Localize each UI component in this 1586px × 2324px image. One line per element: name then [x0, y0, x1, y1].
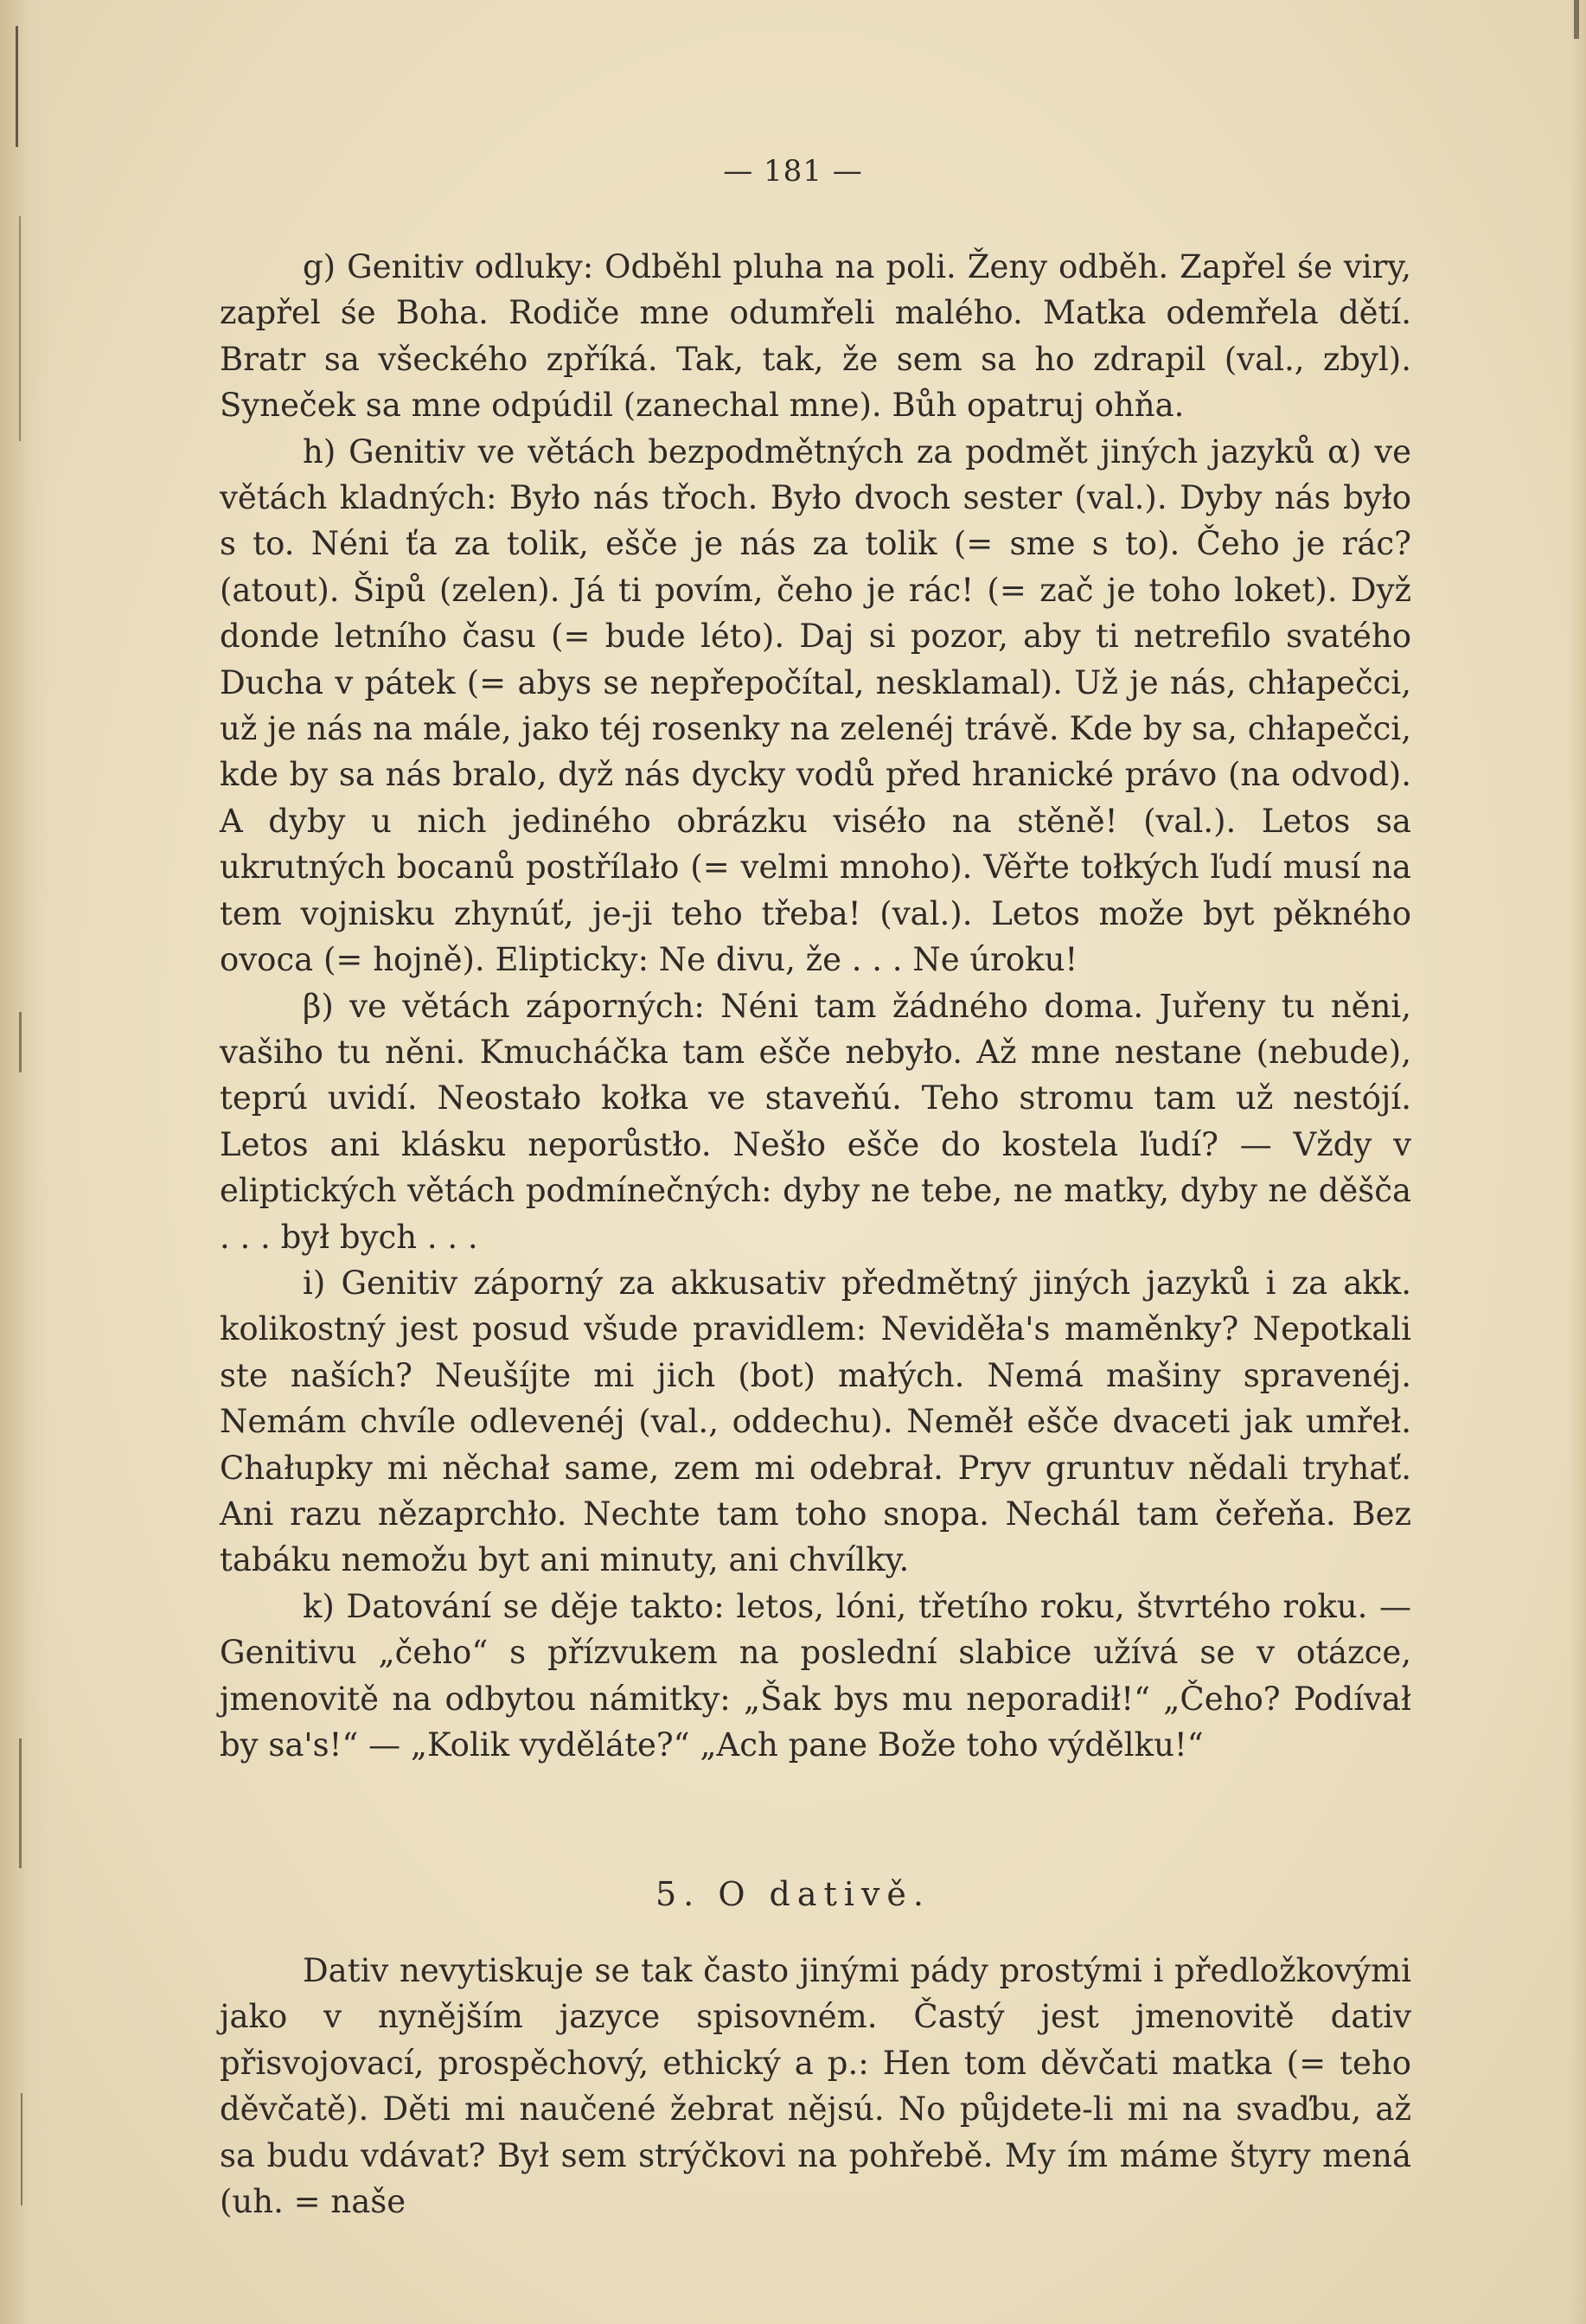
binding-mark [19, 1012, 22, 1072]
paragraph-genitive-negative: i) Genitiv záporný za akkusativ předmětný jiných jazyků i za akk. kolikostný jest posud všude pravidlem: Neviděła's maměnky? Nepotkali ste naších? Neušíjte mi jich (bot) małých. Nemá mašiny spravenéj. Nemám chvíle odlevenéj (val., oddechu). Neměł ešče dvaceti jak umřeł. Chałupky mi něchał same, zem mi odebrał. Pryv gruntuv nědali tryhať. Ani razu nězaprchło. Nechte tam toho snopa. Nechál tam čeřeňa. Bez tabáku nemožu byt ani minuty, ani chvílky. [220, 1264, 1411, 1579]
page-edge [1569, 0, 1586, 2324]
binding-mark [16, 26, 18, 147]
binding-mark [19, 1738, 22, 1868]
page-number: — 181 — [723, 154, 863, 189]
paragraph-dative: Dativ nevytiskuje se tak často jinými pády prostými i předložkovými jako v nynějším jazyce spisovném. Častý jest jmenovitě dativ přisvojovací, prospěchový, ethický a p.: Hen tom děvčati matka (= teho děvčatě). Děti mi naučené žebrat nějsú. No půjdete-li mi na svaďbu, až sa budu vdávat? Był sem strýčkovi na pohřebě. My ím máme štyry mená (uh. = naše [220, 1952, 1411, 2221]
paragraph-genitive-separation: g) Genitiv odluky: Odběhl pluha na poli. Ženy odběh. Zapřel śe viry, zapřel śe Boha. Rodiče mne odumřeli malého. Matka odemřela dětí. Bratr sa všeckého zpříká. Tak, tak, že sem sa ho zdrapil (val., zbyl). Syneček sa mne odpúdil (zanechal mne). Bůh opatruj ohňa. [220, 248, 1411, 425]
section-heading: 5. O dativě. [655, 1875, 930, 1913]
paragraph-negative-clauses: β) ve větách záporných: Néni tam žádného doma. Juřeny tu něni, vašiho tu něni. Kmucháčka tam ešče nebyło. Až mne nestane (nebude), teprú uvidí. Neostało kołka ve staveňú. Teho stromu tam už nestójí. Letos ani klásku neporůstło. Nešło ešče do kostela ľudí? — Vždy v eliptických větách podmínečných: dyby ne tebe, ne matky, dyby ne děšča . . . był bych . . . [220, 987, 1411, 1256]
binding-shadow [0, 0, 52, 2324]
paragraph-dating: k) Datování se děje takto: letos, lóni, třetího roku, štvrtého roku. — Genitivu „čeho“ s přízvukem na poslední slabice užívá se v otázce, jmenovitě na odbytou námitky: „Šak bys mu neporadił!“ „Čeho? Podívał by sa's!“ — „Kolik vyděláte?“ „Ach pane Bože toho výdělku!“ [220, 1587, 1411, 1764]
binding-mark [19, 216, 21, 441]
page-edge-mark [1574, 0, 1579, 39]
binding-mark [21, 2093, 22, 2206]
section-body-text [220, 1948, 1411, 2225]
body-text [220, 244, 1411, 1768]
paragraph-genitive-subjectless: h) Genitiv ve větách bezpodmětných za podmět jiných jazyků α) ve větách kladných: Było nás třoch. Było dvoch sester (val.). Dyby nás było s to. Néni ťa za tolik, ešče je nás za tolik (= sme s to). Čeho je rác? (atout). Šipů (zelen). Já ti povím, čeho je rác! (= zač je toho loket). Dyž donde letního času (= bude léto). Daj si pozor, aby ti netrefilo svatého Ducha v pátek (= abys se nepřepočítal, nesklamal). Už je nás, chłapečci, už je nás na mále, jako téj rosenky na zelenéj trávě. Kde by sa, chłapečci, kde by sa nás bralo, dyž nás dycky vodů před hranické právo (na odvod). A dyby u nich jediného obrázku viséło na stěně! (val.). Letos sa ukrutných bocanů postřílało (= velmi mnoho). Věřte tołkých ľudí musí na tem vojnisku zhynúť, je-ji teho třeba! (val.). Letos može byt pěkného ovoca (= hojně). Elipticky: Ne divu, že . . . Ne úroku! [220, 432, 1411, 979]
